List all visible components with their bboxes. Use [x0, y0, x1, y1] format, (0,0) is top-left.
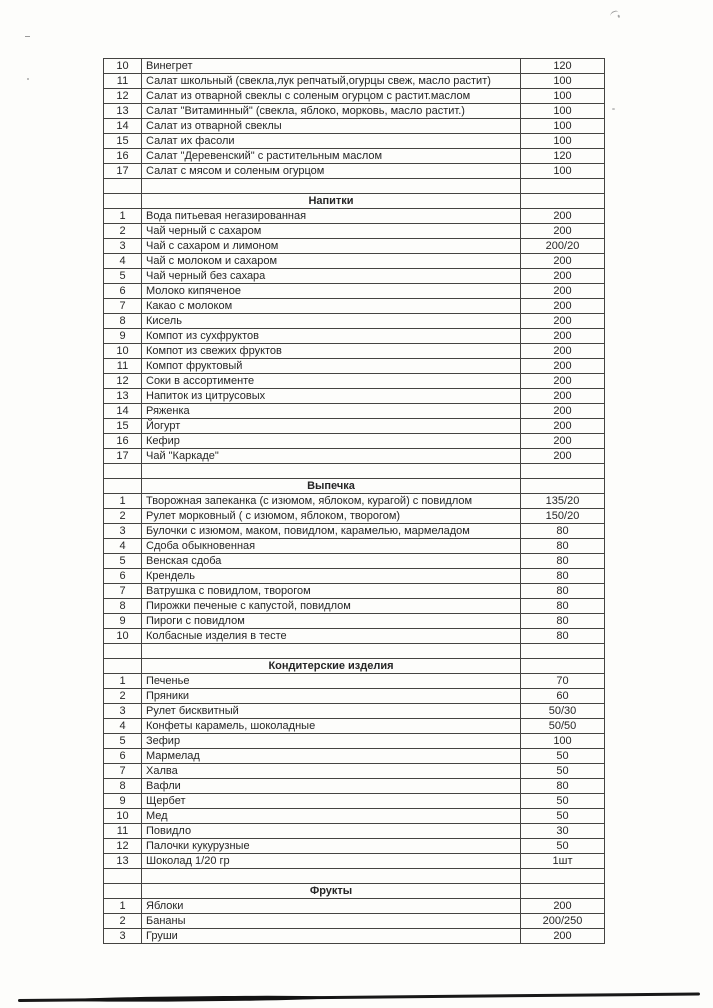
table-row [104, 494, 605, 509]
row-number-cell: 14 [104, 119, 142, 134]
table-row [104, 164, 605, 179]
row-number-cell: 15 [104, 419, 142, 434]
spacer-cell [521, 644, 605, 659]
item-name-cell: Халва [142, 764, 521, 779]
table-row [104, 899, 605, 914]
spacer-cell [521, 464, 605, 479]
section-header-empty-cell [104, 884, 142, 899]
portion-size-cell: 100 [521, 89, 605, 104]
row-number-cell: 9 [104, 794, 142, 809]
item-name-cell: Конфеты карамель, шоколадные [142, 719, 521, 734]
section-header-empty-cell [521, 884, 605, 899]
item-name-cell: Рулет морковный ( с изюмом, яблоком, творогом) [142, 509, 521, 524]
portion-size-cell: 70 [521, 674, 605, 689]
portion-size-cell: 60 [521, 689, 605, 704]
table-row [104, 734, 605, 749]
item-name-cell: Вафли [142, 779, 521, 794]
table-row [104, 854, 605, 869]
row-number-cell: 7 [104, 764, 142, 779]
row-number-cell: 9 [104, 329, 142, 344]
row-number-cell: 5 [104, 734, 142, 749]
row-number-cell: 17 [104, 449, 142, 464]
spacer-cell [521, 179, 605, 194]
portion-size-cell: 100 [521, 734, 605, 749]
row-number-cell: 16 [104, 149, 142, 164]
item-name-cell: Соки в ассортименте [142, 374, 521, 389]
row-number-cell: 14 [104, 404, 142, 419]
item-name-cell: Кефир [142, 434, 521, 449]
portion-size-cell: 50/50 [521, 719, 605, 734]
item-name-cell: Шоколад 1/20 гр [142, 854, 521, 869]
table-row [104, 524, 605, 539]
portion-size-cell: 80 [521, 779, 605, 794]
table-row [104, 449, 605, 464]
item-name-cell: Груши [142, 929, 521, 944]
spacer-cell [521, 869, 605, 884]
item-name-cell: Пирожки печеные с капустой, повидлом [142, 599, 521, 614]
spacer-cell [104, 869, 142, 884]
row-number-cell: 10 [104, 344, 142, 359]
row-number-cell: 11 [104, 824, 142, 839]
portion-size-cell: 100 [521, 134, 605, 149]
table-row [104, 704, 605, 719]
row-number-cell: 11 [104, 359, 142, 374]
item-name-cell: Щербет [142, 794, 521, 809]
row-number-cell: 3 [104, 704, 142, 719]
row-number-cell: 12 [104, 839, 142, 854]
portion-size-cell: 200 [521, 314, 605, 329]
item-name-cell: Пряники [142, 689, 521, 704]
table-row [104, 314, 605, 329]
section-title: Фрукты [142, 884, 521, 899]
section-header-empty-cell [521, 479, 605, 494]
spacer-cell [142, 869, 521, 884]
portion-size-cell: 200 [521, 899, 605, 914]
table-row [104, 689, 605, 704]
item-name-cell: Йогурт [142, 419, 521, 434]
row-number-cell: 3 [104, 929, 142, 944]
portion-size-cell: 150/20 [521, 509, 605, 524]
table-row [104, 599, 605, 614]
scan-artifact-dot [612, 108, 615, 110]
table-row [104, 749, 605, 764]
item-name-cell: Рулет бисквитный [142, 704, 521, 719]
item-name-cell: Салат "Витаминный" (свекла, яблоко, морковь, масло растит.) [142, 104, 521, 119]
row-number-cell: 12 [104, 374, 142, 389]
portion-size-cell: 80 [521, 584, 605, 599]
item-name-cell: Пироги с повидлом [142, 614, 521, 629]
table-row [104, 209, 605, 224]
table-row [104, 224, 605, 239]
item-name-cell: Салат из отварной свеклы с соленым огурцом с растит.маслом [142, 89, 521, 104]
table-row [104, 914, 605, 929]
portion-size-cell: 200 [521, 929, 605, 944]
table-row [104, 539, 605, 554]
row-number-cell: 2 [104, 509, 142, 524]
row-number-cell: 8 [104, 314, 142, 329]
scan-artifact-pencil-mark [609, 10, 620, 19]
table-row [104, 89, 605, 104]
item-name-cell: Салат "Деревенский" с растительным маслом [142, 149, 521, 164]
section-header-empty-cell [104, 479, 142, 494]
row-number-cell: 11 [104, 74, 142, 89]
table-row [104, 254, 605, 269]
item-name-cell: Печенье [142, 674, 521, 689]
table-row [104, 419, 605, 434]
row-number-cell: 12 [104, 89, 142, 104]
row-number-cell: 3 [104, 524, 142, 539]
table-row [104, 329, 605, 344]
portion-size-cell: 200 [521, 329, 605, 344]
row-number-cell: 7 [104, 584, 142, 599]
table-row [104, 119, 605, 134]
row-number-cell: 1 [104, 674, 142, 689]
portion-size-cell: 30 [521, 824, 605, 839]
item-name-cell: Палочки кукурузные [142, 839, 521, 854]
row-number-cell: 9 [104, 614, 142, 629]
item-name-cell: Вода питьевая негазированная [142, 209, 521, 224]
portion-size-cell: 80 [521, 614, 605, 629]
portion-size-cell: 200 [521, 434, 605, 449]
row-number-cell: 10 [104, 59, 142, 74]
item-name-cell: Напиток из цитрусовых [142, 389, 521, 404]
section-spacer-row [104, 869, 605, 884]
spacer-cell [142, 179, 521, 194]
item-name-cell: Крендель [142, 569, 521, 584]
item-name-cell: Салат из отварной свеклы [142, 119, 521, 134]
portion-size-cell: 50 [521, 809, 605, 824]
table-row [104, 239, 605, 254]
table-row [104, 554, 605, 569]
portion-size-cell: 200 [521, 269, 605, 284]
item-name-cell: Ватрушка с повидлом, творогом [142, 584, 521, 599]
section-spacer-row [104, 179, 605, 194]
row-number-cell: 4 [104, 719, 142, 734]
portion-size-cell: 120 [521, 59, 605, 74]
portion-size-cell: 100 [521, 104, 605, 119]
item-name-cell: Кисель [142, 314, 521, 329]
table-row [104, 149, 605, 164]
item-name-cell: Зефир [142, 734, 521, 749]
item-name-cell: Мармелад [142, 749, 521, 764]
portion-size-cell: 80 [521, 554, 605, 569]
table-row [104, 104, 605, 119]
portion-size-cell: 200 [521, 209, 605, 224]
section-header-row [104, 659, 605, 674]
portion-size-cell: 100 [521, 119, 605, 134]
row-number-cell: 2 [104, 689, 142, 704]
table-row [104, 434, 605, 449]
row-number-cell: 4 [104, 254, 142, 269]
section-header-empty-cell [104, 194, 142, 209]
portion-size-cell: 200 [521, 284, 605, 299]
portion-size-cell: 200/20 [521, 239, 605, 254]
table-row [104, 74, 605, 89]
table-row [104, 404, 605, 419]
portion-size-cell: 50 [521, 794, 605, 809]
row-number-cell: 5 [104, 554, 142, 569]
table-row [104, 674, 605, 689]
item-name-cell: Салат школьный (свекла,лук репчатый,огурцы свеж, масло растит) [142, 74, 521, 89]
portion-size-cell: 200 [521, 419, 605, 434]
portion-size-cell: 200 [521, 254, 605, 269]
portion-size-cell: 1шт [521, 854, 605, 869]
scan-artifact-dot [27, 78, 29, 80]
table-row [104, 359, 605, 374]
portion-size-cell: 80 [521, 629, 605, 644]
item-name-cell: Ряженка [142, 404, 521, 419]
table-row [104, 794, 605, 809]
row-number-cell: 6 [104, 284, 142, 299]
table-row [104, 764, 605, 779]
portion-size-cell: 120 [521, 149, 605, 164]
portion-size-cell: 50 [521, 839, 605, 854]
item-name-cell: Компот из свежих фруктов [142, 344, 521, 359]
section-title: Кондитерские изделия [142, 659, 521, 674]
menu-table-body [104, 59, 605, 944]
spacer-cell [104, 644, 142, 659]
spacer-cell [142, 644, 521, 659]
item-name-cell: Чай черный с сахаром [142, 224, 521, 239]
portion-size-cell: 100 [521, 164, 605, 179]
item-name-cell: Сдоба обыкновенная [142, 539, 521, 554]
item-name-cell: Компот фруктовый [142, 359, 521, 374]
item-name-cell: Повидло [142, 824, 521, 839]
row-number-cell: 4 [104, 539, 142, 554]
row-number-cell: 13 [104, 854, 142, 869]
table-row [104, 824, 605, 839]
portion-size-cell: 200 [521, 389, 605, 404]
section-title: Напитки [142, 194, 521, 209]
row-number-cell: 15 [104, 134, 142, 149]
row-number-cell: 1 [104, 494, 142, 509]
item-name-cell: Молоко кипяченое [142, 284, 521, 299]
spacer-cell [104, 464, 142, 479]
row-number-cell: 6 [104, 569, 142, 584]
item-name-cell: Чай черный без сахара [142, 269, 521, 284]
row-number-cell: 17 [104, 164, 142, 179]
scan-artifact-dash [25, 36, 30, 37]
table-row [104, 344, 605, 359]
section-title: Выпечка [142, 479, 521, 494]
row-number-cell: 2 [104, 224, 142, 239]
item-name-cell: Чай с молоком и сахаром [142, 254, 521, 269]
table-row [104, 584, 605, 599]
item-name-cell: Бананы [142, 914, 521, 929]
item-name-cell: Компот из сухфруктов [142, 329, 521, 344]
table-row [104, 374, 605, 389]
row-number-cell: 8 [104, 779, 142, 794]
table-row [104, 389, 605, 404]
row-number-cell: 2 [104, 914, 142, 929]
row-number-cell: 1 [104, 899, 142, 914]
item-name-cell: Мед [142, 809, 521, 824]
portion-size-cell: 80 [521, 539, 605, 554]
section-header-row [104, 479, 605, 494]
portion-size-cell: 80 [521, 599, 605, 614]
section-header-row [104, 194, 605, 209]
item-name-cell: Винегрет [142, 59, 521, 74]
table-row [104, 509, 605, 524]
portion-size-cell: 200 [521, 404, 605, 419]
table-row [104, 284, 605, 299]
portion-size-cell: 200 [521, 299, 605, 314]
portion-size-cell: 200 [521, 344, 605, 359]
table-row [104, 839, 605, 854]
section-header-empty-cell [521, 659, 605, 674]
item-name-cell: Колбасные изделия в тесте [142, 629, 521, 644]
table-row [104, 809, 605, 824]
section-header-row [104, 884, 605, 899]
row-number-cell: 13 [104, 104, 142, 119]
portion-size-cell: 135/20 [521, 494, 605, 509]
row-number-cell: 10 [104, 809, 142, 824]
section-spacer-row [104, 644, 605, 659]
row-number-cell: 1 [104, 209, 142, 224]
table-row [104, 719, 605, 734]
table-row [104, 929, 605, 944]
table-row [104, 779, 605, 794]
item-name-cell: Салат их фасоли [142, 134, 521, 149]
portion-size-cell: 50 [521, 749, 605, 764]
row-number-cell: 3 [104, 239, 142, 254]
item-name-cell: Чай "Каркаде" [142, 449, 521, 464]
portion-size-cell: 200 [521, 374, 605, 389]
section-header-empty-cell [521, 194, 605, 209]
portion-size-cell: 200 [521, 449, 605, 464]
menu-table [103, 58, 605, 944]
scan-artifact-bottom-streak [18, 992, 700, 1002]
item-name-cell: Яблоки [142, 899, 521, 914]
portion-size-cell: 200 [521, 224, 605, 239]
table-row [104, 614, 605, 629]
item-name-cell: Салат с мясом и соленым огурцом [142, 164, 521, 179]
table-row [104, 134, 605, 149]
portion-size-cell: 50 [521, 764, 605, 779]
row-number-cell: 10 [104, 629, 142, 644]
portion-size-cell: 50/30 [521, 704, 605, 719]
row-number-cell: 5 [104, 269, 142, 284]
row-number-cell: 7 [104, 299, 142, 314]
item-name-cell: Какао с молоком [142, 299, 521, 314]
row-number-cell: 16 [104, 434, 142, 449]
section-spacer-row [104, 464, 605, 479]
item-name-cell: Творожная запеканка (с изюмом, яблоком, курагой) с повидлом [142, 494, 521, 509]
item-name-cell: Чай с сахаром и лимоном [142, 239, 521, 254]
table-row [104, 59, 605, 74]
portion-size-cell: 80 [521, 569, 605, 584]
row-number-cell: 8 [104, 599, 142, 614]
table-row [104, 299, 605, 314]
row-number-cell: 13 [104, 389, 142, 404]
portion-size-cell: 200 [521, 359, 605, 374]
item-name-cell: Венская сдоба [142, 554, 521, 569]
portion-size-cell: 100 [521, 74, 605, 89]
row-number-cell: 6 [104, 749, 142, 764]
table-row [104, 629, 605, 644]
item-name-cell: Булочки с изюмом, маком, повидлом, карамелью, мармеладом [142, 524, 521, 539]
table-row [104, 569, 605, 584]
section-header-empty-cell [104, 659, 142, 674]
table-row [104, 269, 605, 284]
spacer-cell [104, 179, 142, 194]
spacer-cell [142, 464, 521, 479]
portion-size-cell: 200/250 [521, 914, 605, 929]
portion-size-cell: 80 [521, 524, 605, 539]
